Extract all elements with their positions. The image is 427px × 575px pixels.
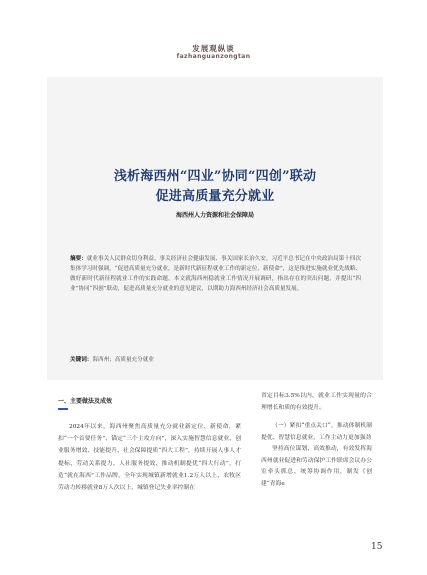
abstract <box>70 254 361 294</box>
abstract-label: 摘要： <box>70 256 87 262</box>
right-column-paragraph-1: 省定目标3.5%以内，就业工作实现量的合理增长和质的有效提升。 <box>261 393 372 411</box>
section-heading: 一、主要做法及成效 <box>58 398 113 405</box>
keywords <box>70 355 361 363</box>
abstract-text: 就业事关人民群众切身利益、事关经济社会健康发展、事关国家长治久安。习近平总书记在中央政治局第十四次集体学习时强调，“促进高质量充分就业，是新时代新征程就业工作的新定位、新使命”，这是推进实施就业优先战略、做好新时代新征程就业工作的实践命题。本文就海西州稳就业工作情况开展调研，指出存在的突出问题，并提出“四业”协同“四创”联动，促进高质量充分就业的意见建议，以期助力海西州经济社会高质量发展。 <box>70 256 362 292</box>
article-title-line2: 促进高质量充分就业 <box>155 189 275 204</box>
article-author: 海西州人力资源和社会保障局 <box>175 212 254 219</box>
section-header-pinyin: fazhanguanzongtan <box>176 53 251 60</box>
section-heading-underline <box>58 408 68 410</box>
article-header-panel <box>47 77 383 380</box>
article-title-line1: 浅析海西州“四业”协同“四创”联动 <box>113 169 317 184</box>
right-column <box>261 391 372 490</box>
right-column-subheading: （一）紧扣“重点关口”，推动体制机制提优、智慧信息就业，工作主动力更加强劲 <box>261 423 372 441</box>
right-column-paragraph-2: 坚持高位谋划、高效推动，有效发挥海西州就业促进和劳动保护工作联席会议办公室牵头抓总、统筹协调作用，制发《创建“青海e <box>261 446 372 487</box>
keywords-text: 海西州；高质量充分就业 <box>92 357 154 363</box>
left-column-paragraph: 2024年以来，海西州聚焦高质量充分就业新定位、新使命，紧扣“一个首要任务”、锚定“三个主攻方向”，深入实施智慧信息就业、创业服务增效、技能提升、社会保障提质“四大工程”，持续开展人事人才提标、劳动关系提力、人社服务提效、推动机制提优“四大行动”，打造“就在海西”工作品牌，全年实现城镇新增就业1.2万人以上，农牧区劳动力转移就业8万人次以上，城镇登记失业率控制在 <box>58 424 241 492</box>
keywords-label: 关键词： <box>70 357 93 363</box>
page-number: 15 <box>371 542 383 552</box>
section-header: 发展观纵谈 <box>192 44 235 53</box>
